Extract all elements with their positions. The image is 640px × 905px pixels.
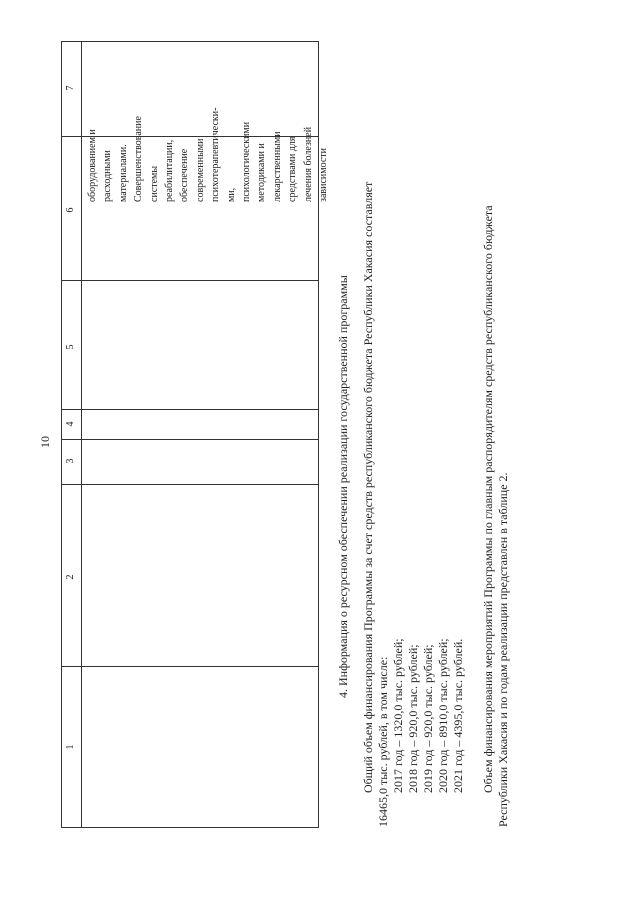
column-number-6: 6 xyxy=(65,207,76,213)
column-number-1: 1 xyxy=(65,744,76,750)
column-divider xyxy=(62,409,318,410)
column-number-5: 5 xyxy=(65,344,76,350)
cell-line: психотерапевтически- xyxy=(210,107,222,202)
column-divider xyxy=(62,666,318,667)
header-separator xyxy=(81,42,82,827)
funding-year-line: 2018 год – 920,0 тыс. рублей; xyxy=(406,644,420,793)
column-number-3: 3 xyxy=(65,458,76,464)
cell-line: методиками и xyxy=(256,143,268,202)
funding-year-line: 2020 год – 8910,0 тыс. рублей; xyxy=(436,638,450,793)
paragraph-line: Объем финансирования мероприятий Программы по главным распорядителям средств республиканского бюджета xyxy=(481,205,495,793)
paragraph-line: 16465,0 тыс. рублей, в том числе: xyxy=(376,656,390,827)
funding-year-line: 2021 год – 4395,0 тыс. рублей. xyxy=(451,638,465,793)
column-divider xyxy=(62,484,318,485)
cell-line: реабилитации, xyxy=(164,139,176,202)
cell-line: лечения болезней xyxy=(302,126,314,202)
program-table xyxy=(61,41,330,828)
cell-line: психологическими xyxy=(241,121,253,202)
cell-line: средствами для xyxy=(287,136,299,202)
cell-line: системы xyxy=(148,165,160,202)
cell-line: обеспечение xyxy=(179,148,191,202)
cell-line: современными xyxy=(194,138,206,202)
section-title: 4. Информация о ресурсном обеспечении реализации государственной программы xyxy=(336,275,350,698)
funding-year-line: 2019 год – 920,0 тыс. рублей; xyxy=(421,644,435,793)
column-number-7: 7 xyxy=(65,85,76,91)
paragraph-line: Общий объем финансирования Программы за счет средств республиканского бюджета Республики Хакасия составляет xyxy=(361,181,375,793)
table-cell-col6 xyxy=(85,82,332,202)
column-number-2: 2 xyxy=(65,574,76,580)
column-number-4: 4 xyxy=(65,421,76,427)
cell-line: зависимости xyxy=(318,148,330,202)
cell-line: лекарственными xyxy=(271,131,283,202)
cell-line: оборудованием и xyxy=(87,129,98,202)
cell-line: Совершенствование xyxy=(133,116,145,202)
page-number: 10 xyxy=(38,436,52,448)
column-divider xyxy=(62,439,318,440)
cell-line: ми, xyxy=(225,187,237,202)
funding-year-line: 2017 год – 1320,0 тыс. рублей; xyxy=(391,638,405,793)
paragraph-line: Республики Хакасия и по годам реализации представлен в таблице 2. xyxy=(496,472,510,827)
cell-line: расходными xyxy=(102,150,114,202)
column-divider xyxy=(62,280,318,281)
cell-line: материалами. xyxy=(117,144,129,202)
